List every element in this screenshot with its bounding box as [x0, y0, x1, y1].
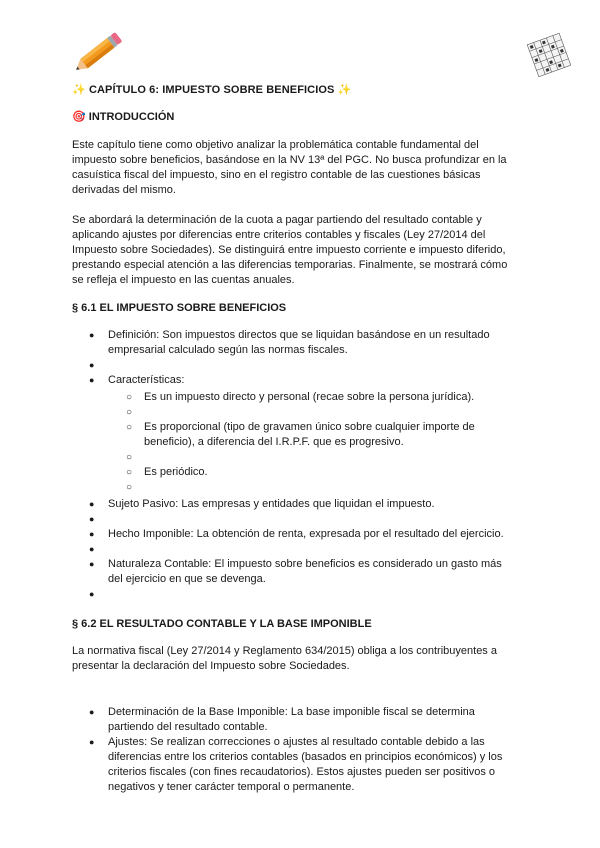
base-imponible-text: Determinación de la Base Imponible: La base imponible fiscal se determina partiendo del resultado contable. [108, 706, 475, 733]
sujeto-pasivo-text: Sujeto Pasivo: Las empresas y entidades que liquidan el impuesto. [108, 498, 435, 510]
caracteristicas-sublist [108, 390, 512, 495]
list-item-naturaleza [72, 557, 512, 587]
sparkle-icon: ✨ [337, 83, 352, 96]
sub-item-text: Es periódico. [144, 466, 208, 478]
circle-bullet-icon: ○ [126, 407, 133, 418]
bullet-icon: ● [89, 589, 95, 599]
intro-paragraph-2: Se abordará la determinación de la cuota a pagar partiendo del resultado contable y aplicando ajustes por diferencias entre criterios contables y fiscales (Ley 27/2014 del Impuesto sobre Sociedades). Se distinguirá entre impuesto corriente e impuesto diferido, prestando especial atención a las diferencias temporarias. Finalmente, se mostrará cómo se refleja el impuesto en las cuentas anuales. [72, 214, 508, 286]
section-6-2-heading: § 6.2 EL RESULTADO CONTABLE Y LA BASE IMPONIBLE [72, 618, 372, 630]
pencil-icon [72, 30, 126, 74]
sub-item-text: Es proporcional (tipo de gravamen único sobre cualquier importe de beneficio), a diferencia del I.R.P.F. que es progresivo. [144, 421, 475, 448]
section-6-1-heading: § 6.1 EL IMPUESTO SOBRE BENEFICIOS [72, 302, 287, 314]
bullet-icon: ● [89, 707, 95, 717]
bullet-icon: ● [89, 330, 95, 340]
bullet-icon: ● [89, 514, 95, 524]
sparkle-icon: ✨ [72, 83, 86, 96]
list-item-base-imponible [72, 705, 512, 735]
circle-bullet-icon: ○ [126, 467, 133, 478]
circle-bullet-icon: ○ [126, 452, 133, 463]
bullet-icon: ● [89, 559, 95, 569]
section-6-2-paragraph: La normativa fiscal (Ley 27/2014 y Reglamento 634/2015) obliga a los contribuyentes a presentar la declaración del Impuesto sobre Sociedades. [72, 645, 497, 672]
circle-bullet-icon: ○ [126, 482, 133, 493]
puzzle-icon [526, 32, 572, 78]
list-item-empty [72, 358, 512, 373]
section-6-1-list [72, 328, 512, 602]
intro-heading-text: INTRODUCCIÓN [88, 111, 175, 123]
sub-item-text: Es un impuesto directo y personal (recae sobre la persona jurídica). [144, 391, 475, 403]
sub-list-item [108, 420, 512, 450]
list-item-empty [72, 587, 512, 602]
list-item-ajustes [72, 735, 512, 795]
caracteristicas-text: Características: [108, 374, 185, 386]
bullet-icon: ● [89, 499, 95, 509]
bullet-icon: ● [89, 360, 95, 370]
target-icon: 🎯 [72, 110, 86, 123]
list-item-empty [72, 512, 512, 527]
hecho-imponible-text: Hecho Imponible: La obtención de renta, expresada por el resultado del ejercicio. [108, 528, 504, 540]
ajustes-text: Ajustes: Se realizan correcciones o ajustes al resultado contable debido a las diferencias entre los criterios contables (basados en principios económicos) y los criterios fiscales (con fines recaudatorios). Estos ajustes pueden ser positivos o negativos y tener carácter temporal o permanente. [108, 736, 503, 793]
bullet-icon: ● [89, 737, 95, 747]
list-item-sujeto-pasivo [72, 497, 512, 512]
intro-heading [72, 109, 512, 125]
bullet-icon: ● [89, 544, 95, 554]
list-item-caracteristicas [72, 373, 512, 495]
list-item-empty [72, 542, 512, 557]
circle-bullet-icon: ○ [126, 392, 133, 403]
sub-list-item-empty [108, 405, 512, 420]
chapter-title [72, 82, 512, 98]
sub-list-item-empty [108, 480, 512, 495]
naturaleza-text: Naturaleza Contable: El impuesto sobre beneficios es considerado un gasto más del ejercicio en que se devenga. [108, 558, 502, 585]
section-6-2-list [72, 705, 512, 795]
document-content [72, 82, 512, 795]
sub-list-item [108, 390, 512, 405]
bullet-icon: ● [89, 529, 95, 539]
list-item-definicion [72, 328, 512, 358]
list-item-hecho-imponible [72, 527, 512, 542]
chapter-title-text: CAPÍTULO 6: IMPUESTO SOBRE BENEFICIOS [88, 84, 335, 96]
definicion-text: Definición: Son impuestos directos que se liquidan basándose en un resultado empresarial calculado según las normas fiscales. [108, 329, 490, 356]
intro-paragraph-1: Este capítulo tiene como objetivo analizar la problemática contable fundamental del impuesto sobre beneficios, basándose en la NV 13ª del PGC. No busca profundizar en la casuística fiscal del impuesto, sino en el registro contable de las cuestiones básicas derivadas del mismo. [72, 139, 507, 196]
circle-bullet-icon: ○ [126, 422, 133, 433]
sub-list-item [108, 465, 512, 480]
sub-list-item-empty [108, 450, 512, 465]
bullet-icon: ● [89, 375, 95, 385]
